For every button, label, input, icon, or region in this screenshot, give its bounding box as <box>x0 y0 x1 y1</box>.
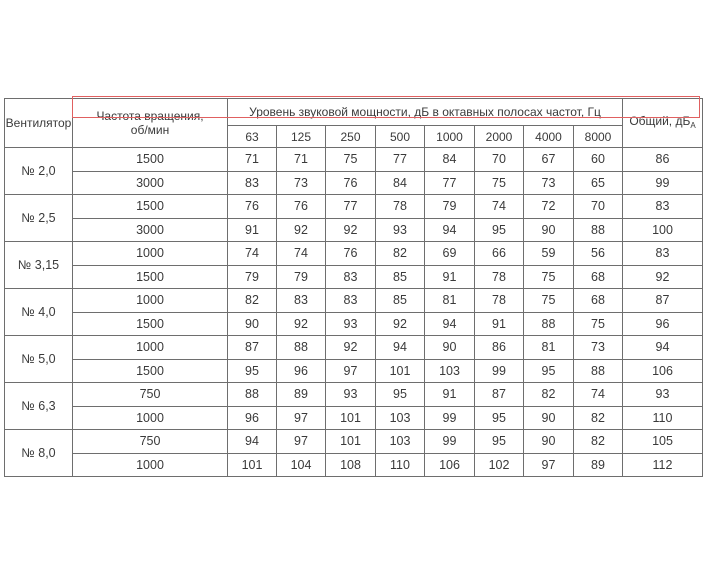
level-cell-125: 74 <box>277 242 326 266</box>
level-cell-125: 97 <box>277 430 326 454</box>
rpm-cell: 3000 <box>73 218 228 242</box>
level-cell-2000: 74 <box>475 195 524 219</box>
level-cell-2000: 95 <box>475 430 524 454</box>
level-cell-2000: 78 <box>475 265 524 289</box>
level-cell-8000: 82 <box>574 406 623 430</box>
level-cell-250: 97 <box>326 359 376 383</box>
header-freq-8000: 8000 <box>574 126 623 148</box>
level-cell-500: 94 <box>376 336 425 360</box>
level-cell-1000: 79 <box>425 195 475 219</box>
level-cell-63: 83 <box>228 171 277 195</box>
level-cell-1000: 81 <box>425 289 475 313</box>
level-cell-1000: 106 <box>425 453 475 477</box>
level-cell-500: 84 <box>376 171 425 195</box>
rpm-cell: 1500 <box>73 195 228 219</box>
total-cell: 110 <box>623 406 703 430</box>
header-total-label: Общий, дБ <box>629 113 691 128</box>
level-cell-250: 108 <box>326 453 376 477</box>
level-cell-8000: 82 <box>574 430 623 454</box>
level-cell-250: 77 <box>326 195 376 219</box>
fan-model-cell: № 3,15 <box>5 242 73 289</box>
fan-model-cell: № 6,3 <box>5 383 73 430</box>
header-freq-500: 500 <box>376 126 425 148</box>
level-cell-1000: 99 <box>425 430 475 454</box>
level-cell-8000: 68 <box>574 289 623 313</box>
level-cell-500: 110 <box>376 453 425 477</box>
level-cell-250: 93 <box>326 383 376 407</box>
header-total <box>623 99 703 148</box>
level-cell-2000: 91 <box>475 312 524 336</box>
level-cell-125: 97 <box>277 406 326 430</box>
level-cell-125: 83 <box>277 289 326 313</box>
level-cell-250: 92 <box>326 218 376 242</box>
table-row <box>5 218 703 242</box>
header-freq-1000: 1000 <box>425 126 475 148</box>
header-sound-level: Уровень звуковой мощности, дБ в октавных полосах частот, Гц <box>228 99 623 126</box>
table-row <box>5 242 703 266</box>
header-freq-63: 63 <box>228 126 277 148</box>
header-speed <box>73 99 228 148</box>
level-cell-500: 85 <box>376 265 425 289</box>
level-cell-1000: 99 <box>425 406 475 430</box>
level-cell-8000: 60 <box>574 148 623 172</box>
table-row <box>5 453 703 477</box>
level-cell-500: 95 <box>376 383 425 407</box>
level-cell-250: 83 <box>326 265 376 289</box>
rpm-cell: 1000 <box>73 406 228 430</box>
level-cell-63: 90 <box>228 312 277 336</box>
level-cell-500: 77 <box>376 148 425 172</box>
level-cell-4000: 90 <box>524 218 574 242</box>
level-cell-2000: 95 <box>475 406 524 430</box>
level-cell-63: 91 <box>228 218 277 242</box>
level-cell-500: 78 <box>376 195 425 219</box>
fan-model-cell: № 2,5 <box>5 195 73 242</box>
level-cell-500: 93 <box>376 218 425 242</box>
header-freq-2000: 2000 <box>475 126 524 148</box>
total-cell: 87 <box>623 289 703 313</box>
rpm-cell: 1500 <box>73 265 228 289</box>
level-cell-63: 95 <box>228 359 277 383</box>
table-row <box>5 406 703 430</box>
level-cell-4000: 73 <box>524 171 574 195</box>
level-cell-4000: 59 <box>524 242 574 266</box>
level-cell-63: 88 <box>228 383 277 407</box>
level-cell-63: 82 <box>228 289 277 313</box>
level-cell-4000: 75 <box>524 265 574 289</box>
level-cell-63: 96 <box>228 406 277 430</box>
level-cell-2000: 95 <box>475 218 524 242</box>
level-cell-2000: 66 <box>475 242 524 266</box>
level-cell-2000: 70 <box>475 148 524 172</box>
table-row <box>5 430 703 454</box>
rpm-cell: 1000 <box>73 289 228 313</box>
level-cell-63: 101 <box>228 453 277 477</box>
level-cell-8000: 89 <box>574 453 623 477</box>
level-cell-8000: 88 <box>574 218 623 242</box>
level-cell-250: 76 <box>326 242 376 266</box>
total-cell: 94 <box>623 336 703 360</box>
level-cell-125: 76 <box>277 195 326 219</box>
rpm-cell: 1000 <box>73 336 228 360</box>
level-cell-4000: 67 <box>524 148 574 172</box>
header-freq-4000: 4000 <box>524 126 574 148</box>
level-cell-125: 71 <box>277 148 326 172</box>
fan-model-cell: № 2,0 <box>5 148 73 195</box>
table-row <box>5 359 703 383</box>
level-cell-4000: 75 <box>524 289 574 313</box>
level-cell-250: 76 <box>326 171 376 195</box>
rpm-cell: 1000 <box>73 242 228 266</box>
level-cell-500: 101 <box>376 359 425 383</box>
level-cell-2000: 99 <box>475 359 524 383</box>
level-cell-63: 94 <box>228 430 277 454</box>
rpm-cell: 750 <box>73 383 228 407</box>
level-cell-125: 88 <box>277 336 326 360</box>
table-row <box>5 336 703 360</box>
level-cell-2000: 102 <box>475 453 524 477</box>
total-cell: 99 <box>623 171 703 195</box>
table-row <box>5 148 703 172</box>
rpm-cell: 3000 <box>73 171 228 195</box>
total-cell: 92 <box>623 265 703 289</box>
header-freq-250: 250 <box>326 126 376 148</box>
table-row <box>5 265 703 289</box>
table-row <box>5 289 703 313</box>
fan-model-cell: № 8,0 <box>5 430 73 477</box>
level-cell-8000: 88 <box>574 359 623 383</box>
table-row <box>5 312 703 336</box>
level-cell-8000: 56 <box>574 242 623 266</box>
level-cell-500: 103 <box>376 430 425 454</box>
level-cell-250: 75 <box>326 148 376 172</box>
table-row <box>5 171 703 195</box>
level-cell-63: 71 <box>228 148 277 172</box>
level-cell-125: 79 <box>277 265 326 289</box>
level-cell-500: 103 <box>376 406 425 430</box>
fan-model-cell: № 4,0 <box>5 289 73 336</box>
table-header <box>5 99 703 148</box>
total-cell: 86 <box>623 148 703 172</box>
level-cell-1000: 69 <box>425 242 475 266</box>
level-cell-1000: 84 <box>425 148 475 172</box>
level-cell-63: 79 <box>228 265 277 289</box>
level-cell-4000: 88 <box>524 312 574 336</box>
total-cell: 93 <box>623 383 703 407</box>
level-cell-250: 101 <box>326 430 376 454</box>
level-cell-1000: 94 <box>425 312 475 336</box>
level-cell-4000: 82 <box>524 383 574 407</box>
rpm-cell: 750 <box>73 430 228 454</box>
header-freq-125: 125 <box>277 126 326 148</box>
total-cell: 83 <box>623 242 703 266</box>
level-cell-4000: 72 <box>524 195 574 219</box>
level-cell-250: 92 <box>326 336 376 360</box>
level-cell-63: 74 <box>228 242 277 266</box>
level-cell-8000: 70 <box>574 195 623 219</box>
level-cell-125: 96 <box>277 359 326 383</box>
level-cell-125: 73 <box>277 171 326 195</box>
level-cell-8000: 74 <box>574 383 623 407</box>
level-cell-1000: 90 <box>425 336 475 360</box>
level-cell-4000: 81 <box>524 336 574 360</box>
level-cell-1000: 91 <box>425 265 475 289</box>
total-cell: 105 <box>623 430 703 454</box>
level-cell-250: 83 <box>326 289 376 313</box>
header-speed-label: Частота вращения, <box>96 109 204 123</box>
level-cell-125: 89 <box>277 383 326 407</box>
level-cell-8000: 73 <box>574 336 623 360</box>
level-cell-4000: 90 <box>524 430 574 454</box>
header-total-sub: А <box>690 120 696 130</box>
level-cell-4000: 95 <box>524 359 574 383</box>
rpm-cell: 1500 <box>73 312 228 336</box>
total-cell: 106 <box>623 359 703 383</box>
level-cell-125: 92 <box>277 218 326 242</box>
level-cell-63: 76 <box>228 195 277 219</box>
rpm-cell: 1500 <box>73 359 228 383</box>
level-cell-1000: 91 <box>425 383 475 407</box>
header-fan: Вентилятор <box>5 99 73 148</box>
level-cell-1000: 77 <box>425 171 475 195</box>
level-cell-2000: 78 <box>475 289 524 313</box>
rpm-cell: 1000 <box>73 453 228 477</box>
level-cell-1000: 103 <box>425 359 475 383</box>
header-speed-unit: об/мин <box>130 123 170 137</box>
level-cell-125: 92 <box>277 312 326 336</box>
total-cell: 83 <box>623 195 703 219</box>
total-cell: 112 <box>623 453 703 477</box>
table-body <box>5 148 703 477</box>
sound-power-table-container <box>4 98 702 477</box>
level-cell-2000: 86 <box>475 336 524 360</box>
table-row <box>5 383 703 407</box>
level-cell-500: 85 <box>376 289 425 313</box>
level-cell-63: 87 <box>228 336 277 360</box>
level-cell-250: 101 <box>326 406 376 430</box>
level-cell-250: 93 <box>326 312 376 336</box>
level-cell-8000: 65 <box>574 171 623 195</box>
level-cell-4000: 97 <box>524 453 574 477</box>
level-cell-1000: 94 <box>425 218 475 242</box>
level-cell-8000: 75 <box>574 312 623 336</box>
level-cell-4000: 90 <box>524 406 574 430</box>
level-cell-2000: 87 <box>475 383 524 407</box>
fan-model-cell: № 5,0 <box>5 336 73 383</box>
table-row <box>5 195 703 219</box>
rpm-cell: 1500 <box>73 148 228 172</box>
total-cell: 96 <box>623 312 703 336</box>
level-cell-2000: 75 <box>475 171 524 195</box>
level-cell-8000: 68 <box>574 265 623 289</box>
sound-power-table <box>4 98 703 477</box>
level-cell-500: 82 <box>376 242 425 266</box>
level-cell-500: 92 <box>376 312 425 336</box>
total-cell: 100 <box>623 218 703 242</box>
level-cell-125: 104 <box>277 453 326 477</box>
